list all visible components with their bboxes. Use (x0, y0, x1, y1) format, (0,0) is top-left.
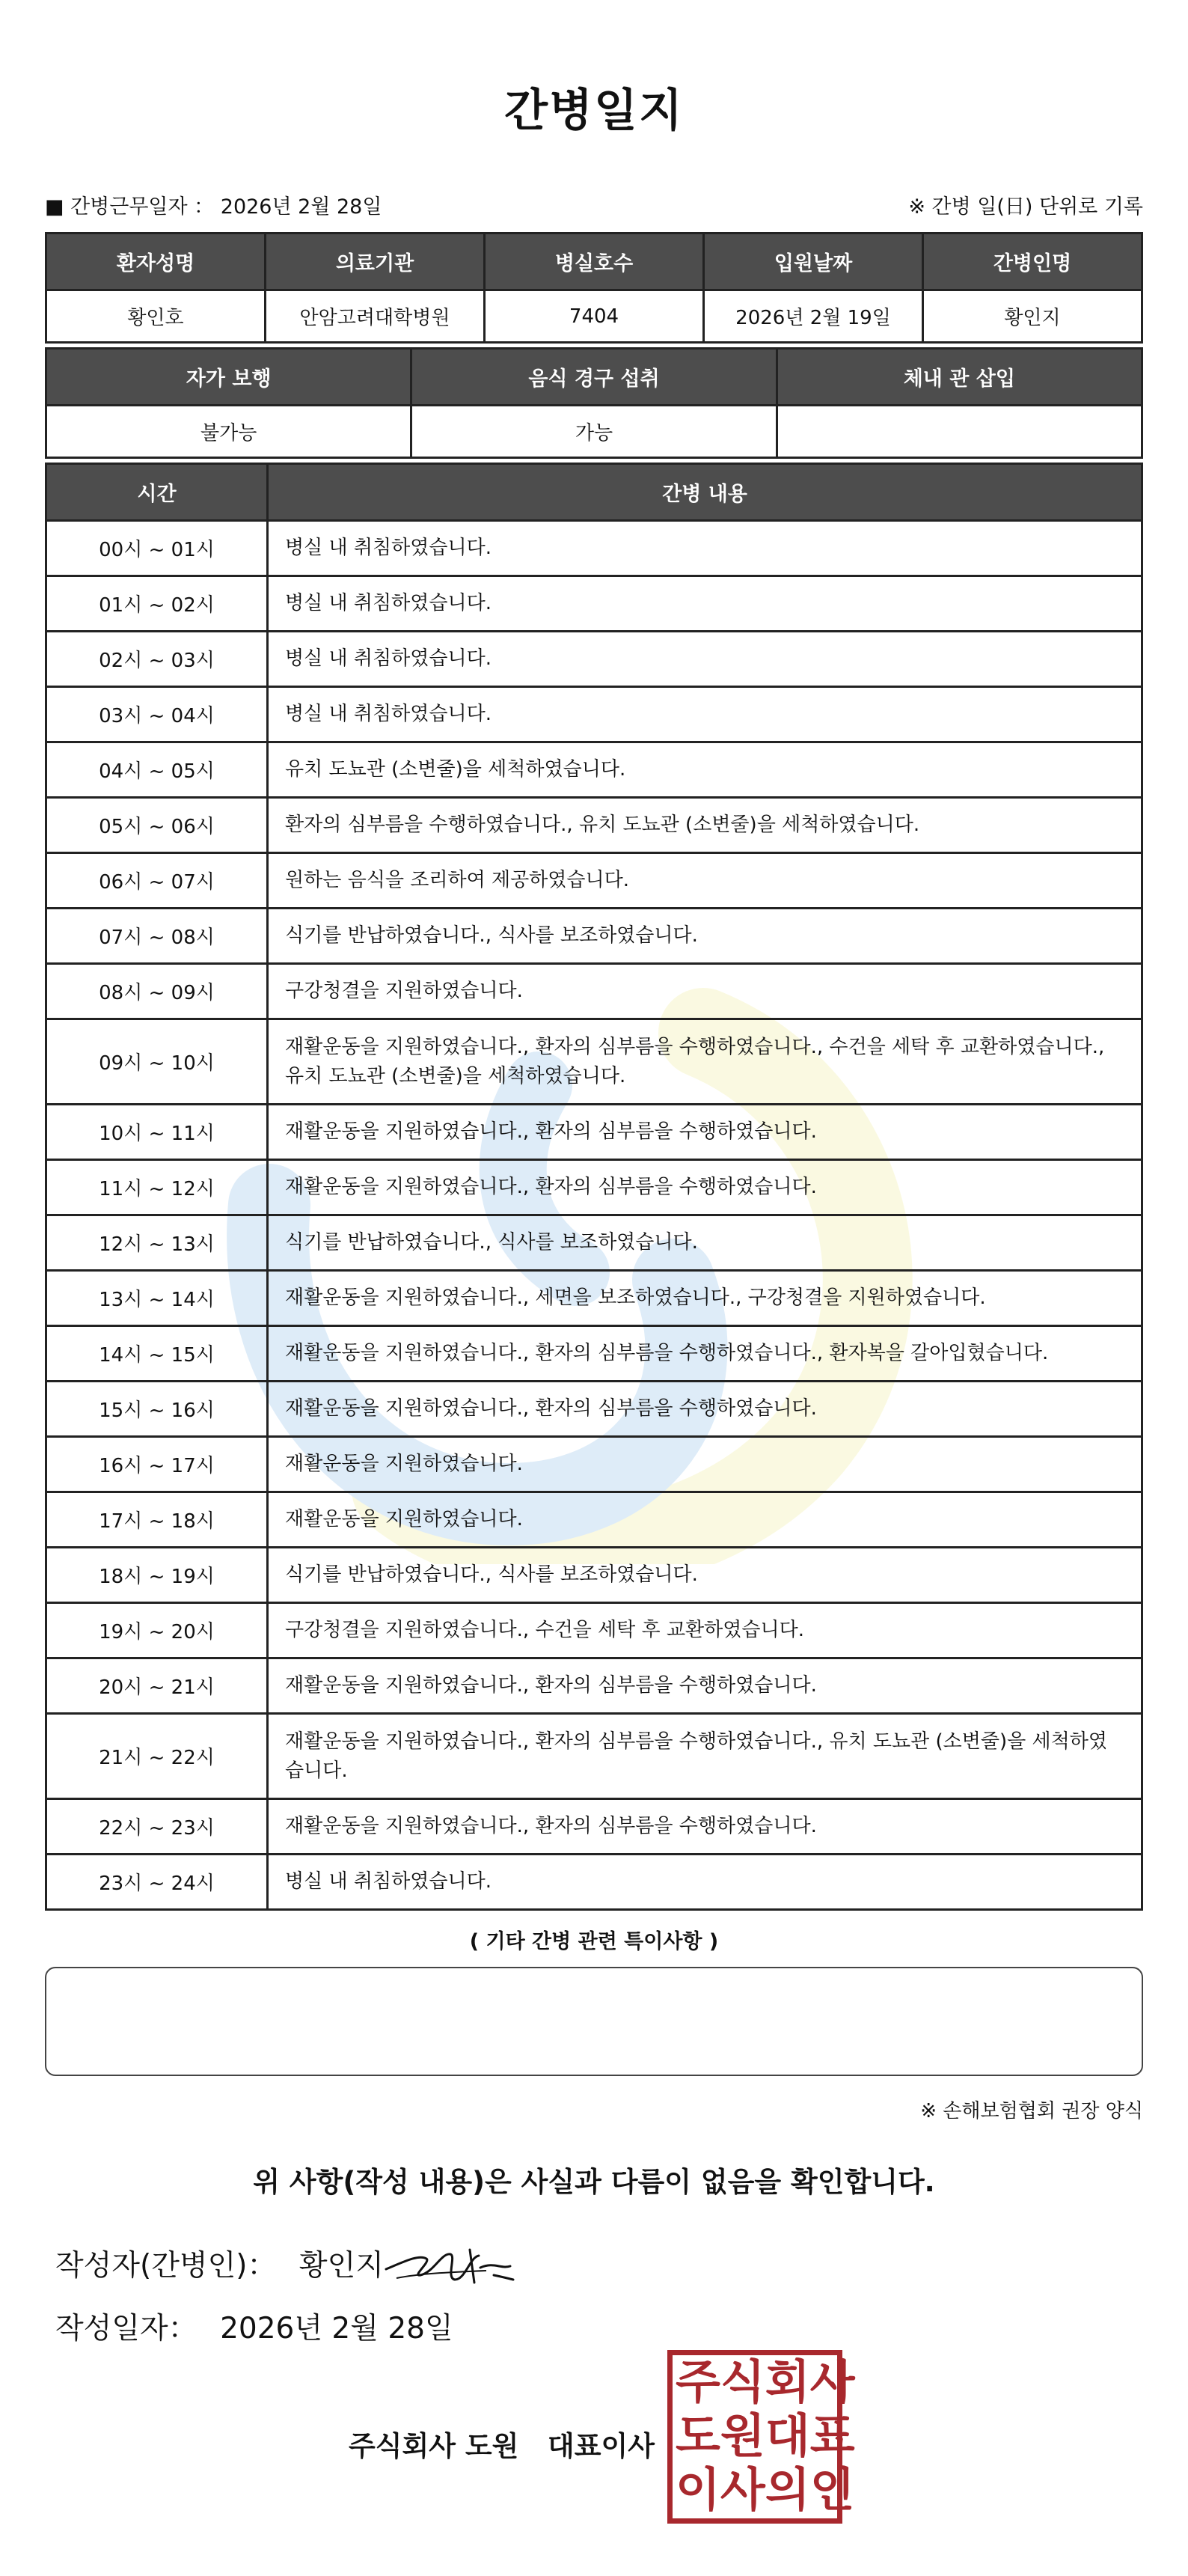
care-log-time: 23시 ~ 24시 (46, 1855, 268, 1910)
care-log-row (46, 1437, 1142, 1492)
handwritten-signature (382, 2239, 516, 2289)
oral-intake-value: 가능 (411, 406, 777, 458)
special-notes-box (45, 1967, 1143, 2076)
seal-char: 인 (809, 2462, 855, 2517)
care-log-body (46, 521, 1142, 1910)
seal-char: 도 (676, 2408, 720, 2463)
care-log-row (46, 1603, 1142, 1658)
care-log-content: 병실 내 취침하였습니다. (268, 576, 1142, 632)
work-date (45, 190, 382, 219)
page-title: 간병일지 (504, 85, 684, 137)
care-log-time: 20시 ~ 21시 (46, 1658, 268, 1714)
care-log-time: 03시 ~ 04시 (46, 687, 268, 742)
care-log-time: 16시 ~ 17시 (46, 1437, 268, 1492)
seal-char: 사 (809, 2354, 855, 2409)
header-room-number: 병실호수 (485, 234, 704, 290)
care-log-row (46, 1548, 1142, 1603)
care-log-time: 12시 ~ 13시 (46, 1215, 268, 1271)
care-log-time: 05시 ~ 06시 (46, 798, 268, 853)
care-log-content: 구강청결을 지원하였습니다., 수건을 세탁 후 교환하였습니다. (268, 1603, 1142, 1658)
seal-char: 주 (676, 2354, 720, 2409)
header-tube-insertion: 체내 관 삽입 (777, 349, 1142, 406)
seal-char: 식 (720, 2354, 765, 2409)
header-oral-intake: 음식 경구 섭취 (411, 349, 777, 406)
care-log-table (45, 463, 1143, 1911)
care-log-time: 09시 ~ 10시 (46, 1019, 268, 1105)
care-log-time: 14시 ~ 15시 (46, 1326, 268, 1382)
care-log-content: 환자의 심부름을 수행하였습니다., 유치 도뇨관 (소변줄)을 세척하였습니다. (268, 798, 1142, 853)
care-log-time: 17시 ~ 18시 (46, 1492, 268, 1548)
care-log-content: 유치 도뇨관 (소변줄)을 세척하였습니다. (268, 742, 1142, 798)
care-log-time: 10시 ~ 11시 (46, 1105, 268, 1160)
company-representative: 주식회사 도원 대표이사 (349, 2430, 655, 2462)
care-log-row (46, 742, 1142, 798)
write-date-line (55, 2305, 453, 2347)
header-time: 시간 (46, 464, 268, 521)
special-notes-title: ( 기타 간병 관련 특이사항 ) (469, 1930, 719, 1953)
record-unit-note: ※ 간병 일(日) 단위로 기록 (908, 195, 1143, 219)
company-seal (667, 2350, 855, 2524)
header-patient-name: 환자성명 (46, 234, 266, 290)
seal-row (673, 2408, 855, 2463)
seal-char: 표 (809, 2408, 855, 2463)
care-log-time: 22시 ~ 23시 (46, 1799, 268, 1855)
care-log-row (46, 1492, 1142, 1548)
care-log-row (46, 1271, 1142, 1326)
care-log-time: 02시 ~ 03시 (46, 632, 268, 687)
header-caregiver-name: 간병인명 (923, 234, 1142, 290)
patient-info-value-row (46, 290, 1142, 343)
care-log-row (46, 1658, 1142, 1714)
admission-date: 2026년 2월 19일 (704, 290, 923, 343)
write-date-value: 2026년 2월 28일 (220, 2312, 453, 2345)
care-log-content: 식기를 반납하였습니다., 식사를 보조하였습니다. (268, 909, 1142, 964)
confirmation-statement: 위 사항(작성 내용)은 사실과 다름이 없음을 확인합니다. (253, 2166, 935, 2198)
care-log-content: 병실 내 취침하였습니다. (268, 687, 1142, 742)
care-log-time: 19시 ~ 20시 (46, 1603, 268, 1658)
care-log-row (46, 1160, 1142, 1215)
care-log-time: 08시 ~ 09시 (46, 964, 268, 1019)
care-log-content: 재활운동을 지원하였습니다., 환자의 심부름을 수행하였습니다. (268, 1799, 1142, 1855)
seal-row (673, 2462, 855, 2517)
care-log-time: 21시 ~ 22시 (46, 1714, 268, 1799)
care-log-content: 병실 내 취침하였습니다. (268, 1855, 1142, 1910)
care-log-content: 식기를 반납하였습니다., 식사를 보조하였습니다. (268, 1215, 1142, 1271)
care-log-content: 재활운동을 지원하였습니다. (268, 1437, 1142, 1492)
care-log-content: 병실 내 취침하였습니다. (268, 632, 1142, 687)
care-log-content: 원하는 음식을 조리하여 제공하였습니다. (268, 853, 1142, 909)
tube-insertion-value (777, 406, 1142, 458)
patient-info-header-row (46, 234, 1142, 290)
care-log-row (46, 1215, 1142, 1271)
care-log-content: 재활운동을 지원하였습니다., 환자의 심부름을 수행하였습니다., 유치 도뇨관 (소변줄)을 세척하였습니다. (268, 1714, 1142, 1799)
care-log-row (46, 798, 1142, 853)
header-hospital: 의료기관 (266, 234, 485, 290)
seal-row (673, 2354, 855, 2409)
care-log-content: 재활운동을 지원하였습니다. (268, 1492, 1142, 1548)
care-log-content: 병실 내 취침하였습니다. (268, 521, 1142, 576)
work-date-label: ■ 간병근무일자 ： (45, 195, 215, 219)
care-log-row (46, 964, 1142, 1019)
recommended-form-note: ※ 손해보험협회 권장 양식 (920, 2100, 1143, 2122)
room-number: 7404 (485, 290, 704, 343)
care-log-content: 재활운동을 지원하였습니다., 환자의 심부름을 수행하였습니다., 환자복을 갈아입혔습니다. (268, 1326, 1142, 1382)
care-log-time: 06시 ~ 07시 (46, 853, 268, 909)
seal-char: 사 (720, 2462, 765, 2517)
care-log-time: 18시 ~ 19시 (46, 1548, 268, 1603)
care-log-time: 07시 ~ 08시 (46, 909, 268, 964)
patient-status-value-row (46, 406, 1142, 458)
care-log-row (46, 853, 1142, 909)
care-log-time: 00시 ~ 01시 (46, 521, 268, 576)
hospital-name: 안암고려대학병원 (266, 290, 485, 343)
header-self-walking: 자가 보행 (46, 349, 411, 406)
patient-name: 황인호 (46, 290, 266, 343)
header-care-content: 간병 내용 (268, 464, 1142, 521)
care-log-content: 구강청결을 지원하였습니다. (268, 964, 1142, 1019)
care-log-row (46, 1105, 1142, 1160)
work-date-value: 2026년 2월 28일 (220, 195, 382, 219)
write-date-label: 작성일자： (55, 2312, 198, 2345)
patient-status-header-row (46, 349, 1142, 406)
care-log-content: 재활운동을 지원하였습니다., 환자의 심부름을 수행하였습니다. (268, 1160, 1142, 1215)
caregiver-name: 황인지 (923, 290, 1142, 343)
seal-char: 원 (720, 2408, 765, 2463)
patient-info-table (45, 232, 1143, 344)
care-log-content: 재활운동을 지원하였습니다., 환자의 심부름을 수행하였습니다. (268, 1382, 1142, 1437)
care-log-time: 15시 ~ 16시 (46, 1382, 268, 1437)
self-walking-value: 불가능 (46, 406, 411, 458)
care-log-row (46, 1382, 1142, 1437)
care-log-content: 재활운동을 지원하였습니다., 세면을 보조하였습니다., 구강청결을 지원하였습니다. (268, 1271, 1142, 1326)
writer-name: 황인지 (298, 2249, 384, 2283)
care-log-content: 재활운동을 지원하였습니다., 환자의 심부름을 수행하였습니다. (268, 1658, 1142, 1714)
seal-char: 이 (676, 2462, 720, 2517)
care-log-row (46, 1714, 1142, 1799)
writer-line (55, 2242, 384, 2287)
care-log-content: 식기를 반납하였습니다., 식사를 보조하였습니다. (268, 1548, 1142, 1603)
care-log-row (46, 632, 1142, 687)
care-log-row (46, 1326, 1142, 1382)
care-log-row (46, 1855, 1142, 1910)
care-log-time: 01시 ~ 02시 (46, 576, 268, 632)
seal-char: 대 (765, 2408, 810, 2463)
care-log-row (46, 576, 1142, 632)
care-log-content: 재활운동을 지원하였습니다., 환자의 심부름을 수행하였습니다., 수건을 세탁 후 교환하였습니다., 유치 도뇨관 (소변줄)을 세척하였습니다. (268, 1019, 1142, 1105)
seal-char: 의 (765, 2462, 810, 2517)
care-log-row (46, 687, 1142, 742)
care-log-time: 11시 ~ 12시 (46, 1160, 268, 1215)
care-log-row (46, 1799, 1142, 1855)
care-log-content: 재활운동을 지원하였습니다., 환자의 심부름을 수행하였습니다. (268, 1105, 1142, 1160)
header-admission-date: 입원날짜 (704, 234, 923, 290)
care-log-row (46, 909, 1142, 964)
care-log-row (46, 521, 1142, 576)
care-log-row (46, 1019, 1142, 1105)
seal-char: 회 (765, 2354, 810, 2409)
meta-row (45, 190, 1143, 223)
patient-status-table (45, 347, 1143, 459)
care-log-header-row (46, 464, 1142, 521)
care-log-time: 13시 ~ 14시 (46, 1271, 268, 1326)
care-log-time: 04시 ~ 05시 (46, 742, 268, 798)
writer-label: 작성자(간병인)： (55, 2249, 277, 2283)
